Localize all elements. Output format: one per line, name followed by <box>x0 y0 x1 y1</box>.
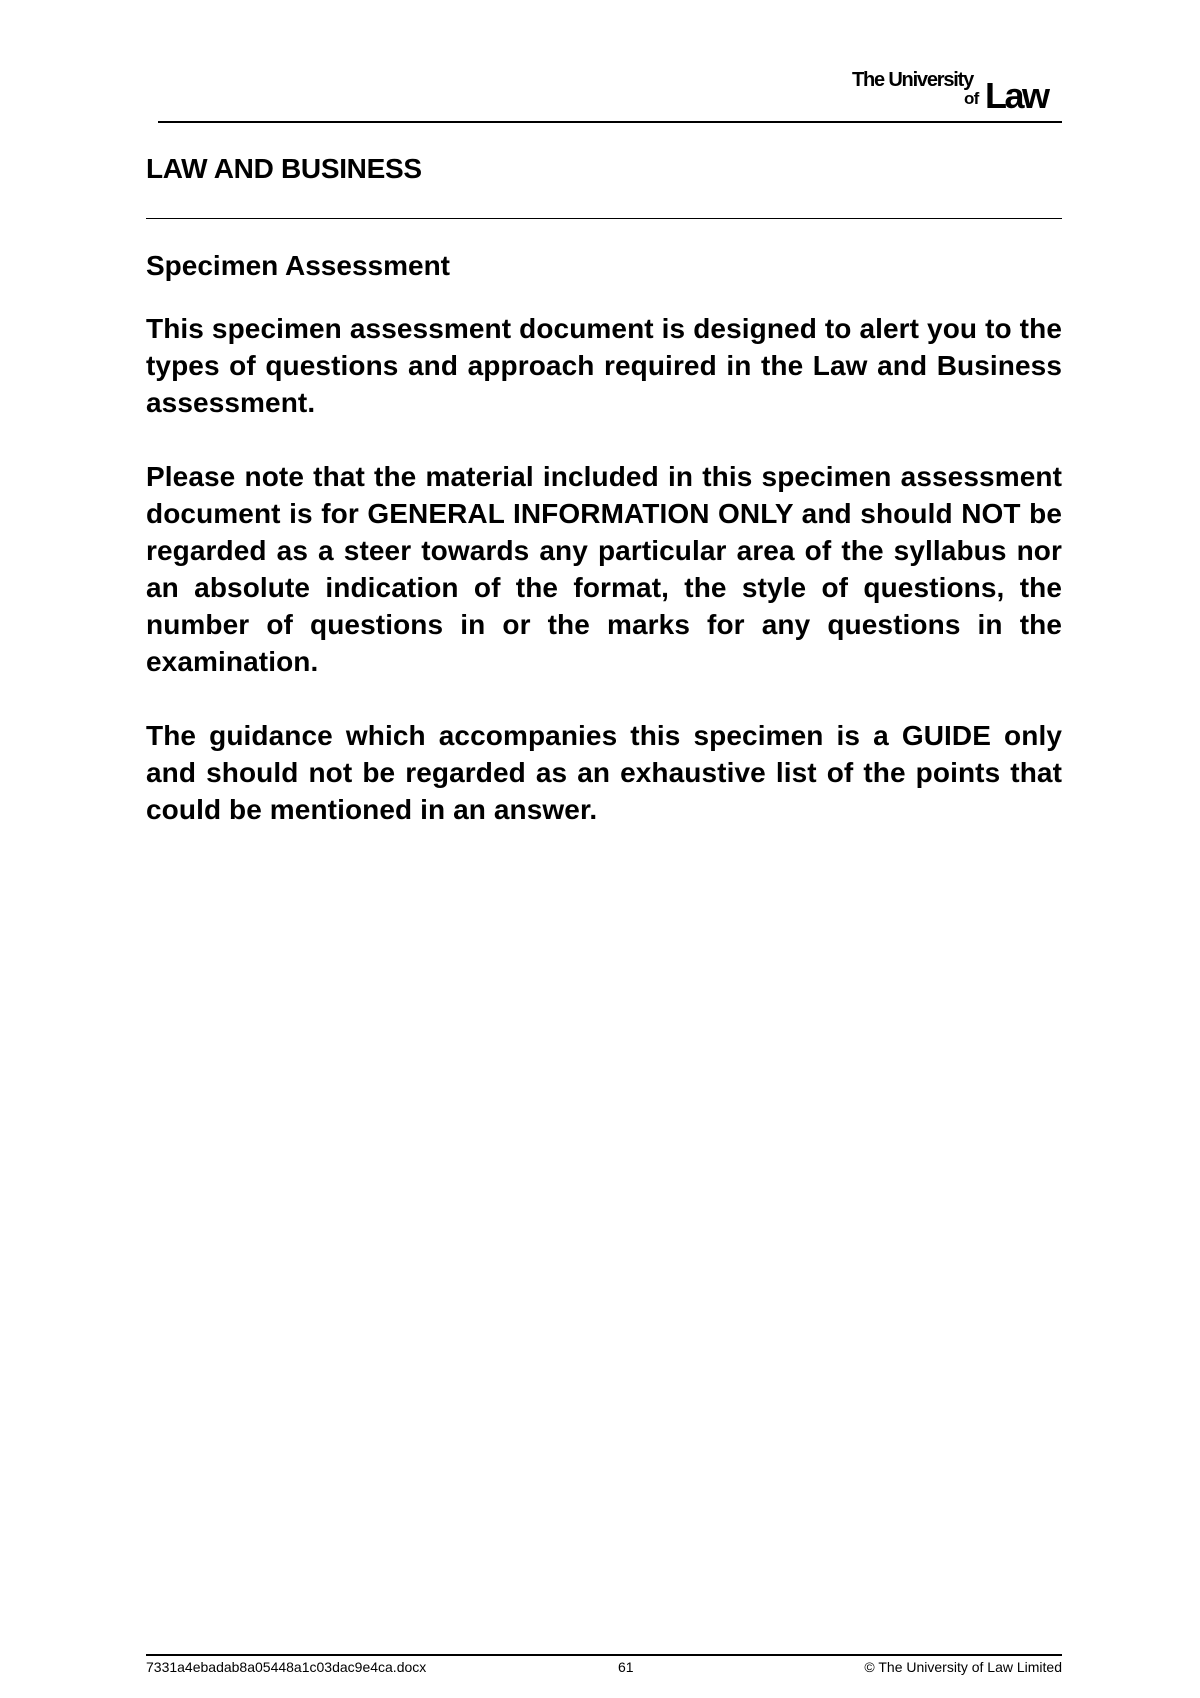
paragraph-guidance: The guidance which accompanies this specimen is a GUIDE only and should not be regarded as an exhaustive list of the points that could be mentioned in an answer. <box>146 720 1062 825</box>
title-divider <box>146 218 1062 219</box>
footer-copyright: © The University of Law Limited <box>864 1659 1062 1675</box>
subheading: Specimen Assessment <box>146 250 450 281</box>
logo-text-law: Law <box>985 75 1048 116</box>
main-content <box>146 248 1062 865</box>
page-title: LAW AND BUSINESS <box>146 153 422 184</box>
footer-divider <box>146 1654 1062 1656</box>
footer-page-number: 61 <box>618 1659 634 1675</box>
footer-filename: 7331a4ebadab8a05448a1c03dac9e4ca.docx <box>146 1659 427 1675</box>
logo-text-of: of <box>964 89 979 108</box>
university-logo <box>852 70 1062 116</box>
logo-text-line1: The University <box>852 69 974 91</box>
paragraph-note: Please note that the material included in this specimen assessment document is for GENERAL INFORMATION ONLY and should NOT be regarded as a steer towards any particular area of the syllabus nor an absolute indication of the format, the style of questions, the number of questions in or the marks for any questions in the examination. <box>146 461 1062 677</box>
paragraph-intro: This specimen assessment document is designed to alert you to the types of questions and approach required in the Law and Business assessment. <box>146 313 1062 418</box>
page-footer <box>146 1659 1062 1679</box>
header-divider <box>158 121 1062 123</box>
